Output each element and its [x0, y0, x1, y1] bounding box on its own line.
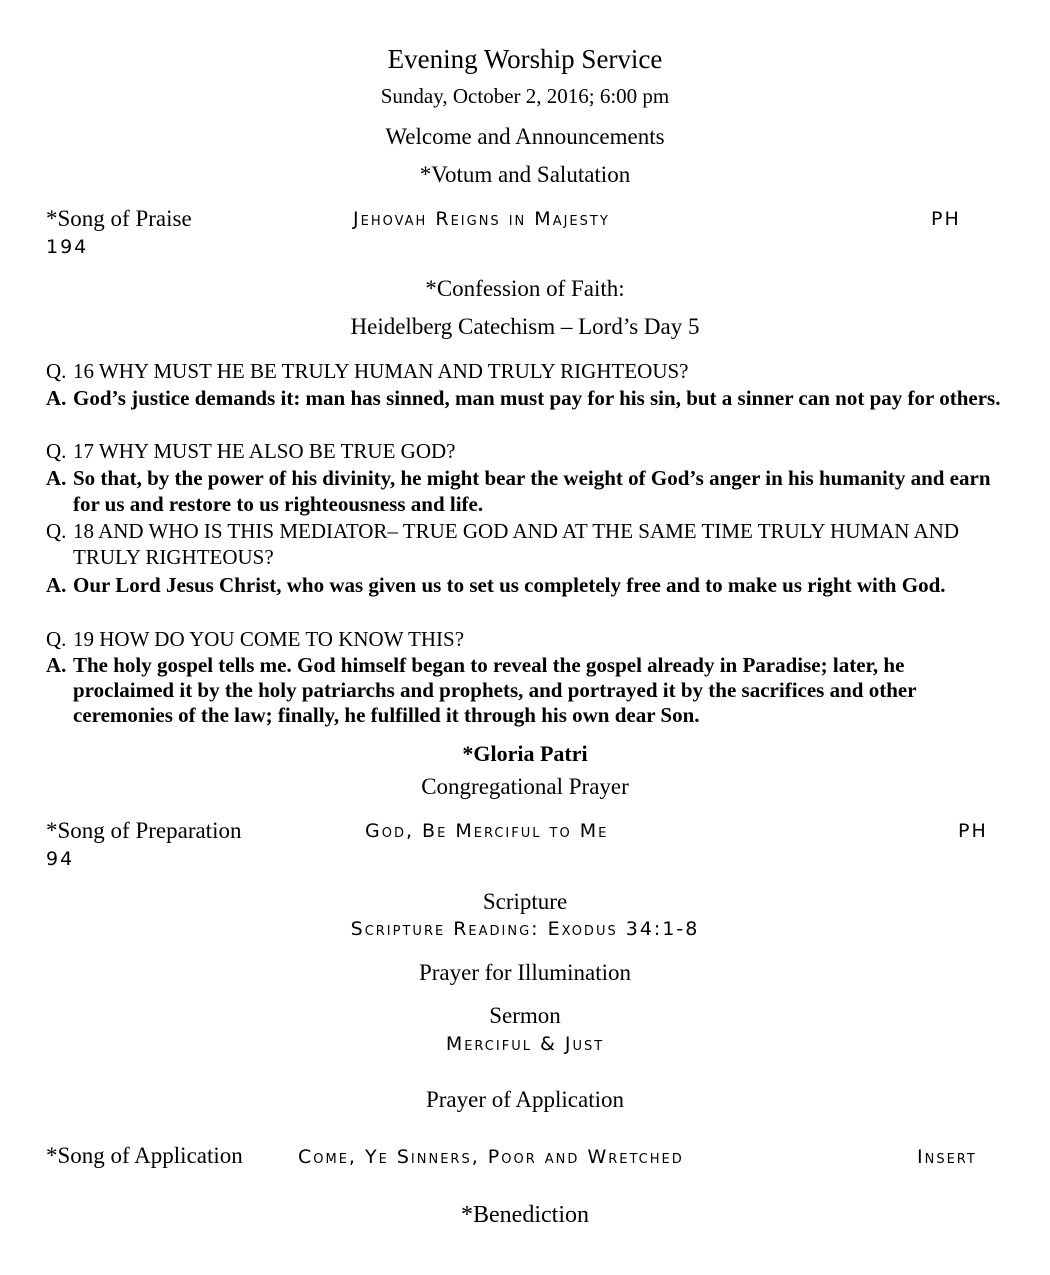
sermon-heading: Sermon — [489, 1003, 561, 1028]
page-title: Evening Worship Service — [387, 44, 663, 74]
votum-heading: *Votum and Salutation — [419, 162, 631, 187]
catechism-answer — [46, 465, 1001, 517]
congregational-prayer-heading: Congregational Prayer — [421, 774, 629, 799]
gloria-patri-heading: *Gloria Patri — [462, 741, 588, 766]
answer-text: So that, by the power of his divinity, he might bear the weight of God’s anger in his humanity and earn for us and restore to us righteousness and life. — [73, 466, 991, 516]
question-prefix: Q. — [46, 359, 67, 383]
song-of-praise-label: *Song of Praise — [46, 206, 192, 231]
answer-prefix: A. — [46, 386, 67, 410]
question-prefix: Q. — [46, 519, 67, 543]
song-of-application-title: Come, Ye Sinners, Poor and Wretched — [298, 1146, 684, 1168]
answer-text: The holy gospel tells me. God himself began to reveal the gospel already in Paradise; later, he proclaimed it by the holy patriarchs and prophets, and portrayed it by the sacrifices and other ceremonies of the law; finally, he fulfilled it through his own dear Son. — [73, 653, 917, 727]
scripture-heading: Scripture — [482, 889, 568, 914]
scripture-reading: Scripture Reading: Exodus 34:1-8 — [350, 918, 700, 940]
service-date: Sunday, October 2, 2016; 6:00 pm — [380, 84, 670, 108]
answer-prefix: A. — [46, 653, 67, 677]
answer-text: God’s justice demands it: man has sinned, man must pay for his sin, but a sinner can not pay for others. — [73, 386, 1001, 410]
illumination-prayer-heading: Prayer for Illumination — [418, 960, 632, 985]
song-of-praise-book: PH — [931, 208, 961, 230]
application-prayer-heading: Prayer of Application — [425, 1087, 624, 1112]
catechism-question — [46, 358, 1001, 384]
song-of-praise-title: Jehovah Reigns in Majesty — [353, 208, 610, 230]
answer-prefix: A. — [46, 573, 67, 597]
question-prefix: Q. — [46, 627, 67, 651]
sermon-title: Merciful & Just — [445, 1033, 605, 1055]
song-of-praise-number: 194 — [46, 236, 89, 258]
song-of-preparation-title: God, Be Merciful to Me — [365, 820, 609, 842]
song-of-application-source: Insert — [917, 1146, 977, 1168]
answer-prefix: A. — [46, 466, 67, 490]
question-text: 16 WHY MUST HE BE TRULY HUMAN AND TRULY RIGHTEOUS? — [73, 359, 689, 383]
answer-text: Our Lord Jesus Christ, who was given us to set us completely free and to make us right with God. — [73, 573, 946, 597]
song-of-application-label: *Song of Application — [46, 1143, 243, 1168]
confession-heading: *Confession of Faith: — [425, 276, 625, 301]
question-prefix: Q. — [46, 439, 67, 463]
catechism-source: Heidelberg Catechism – Lord’s Day 5 — [350, 314, 700, 339]
benediction-heading: *Benediction — [461, 1202, 589, 1228]
catechism-question — [46, 438, 1001, 464]
catechism-question — [46, 626, 1001, 652]
question-text: 18 AND WHO IS THIS MEDIATOR– TRUE GOD AND AT THE SAME TIME TRULY HUMAN AND TRULY RIGHTEOUS? — [73, 519, 959, 569]
question-text: 19 HOW DO YOU COME TO KNOW THIS? — [73, 627, 465, 651]
catechism-answer — [46, 572, 1001, 598]
song-of-preparation-book: PH — [958, 820, 988, 842]
question-text: 17 WHY MUST HE ALSO BE TRUE GOD? — [73, 439, 456, 463]
catechism-question — [46, 518, 1001, 570]
welcome-heading: Welcome and Announcements — [385, 124, 665, 149]
catechism-answer — [46, 653, 1001, 728]
song-of-preparation-number: 94 — [46, 848, 75, 870]
song-of-preparation-label: *Song of Preparation — [46, 818, 242, 843]
catechism-answer — [46, 385, 1001, 411]
